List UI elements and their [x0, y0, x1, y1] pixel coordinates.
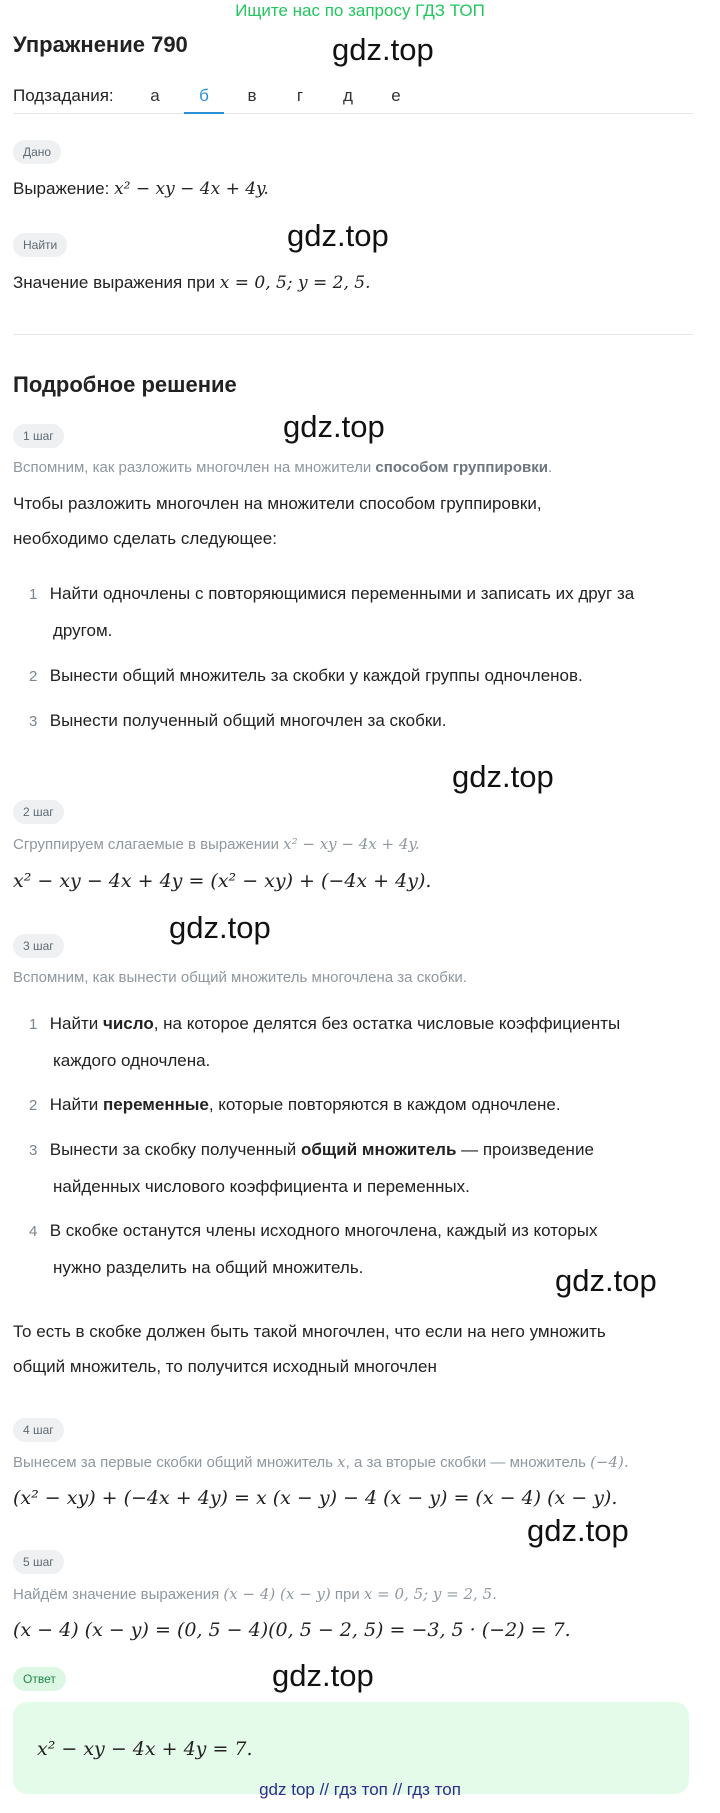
- step4-hint-x: x: [337, 1453, 346, 1471]
- find-prefix: Значение выражения при: [13, 273, 220, 292]
- step3-note2: общий множитель, то получится исходный многочлен: [13, 1357, 437, 1376]
- step1-item-num: 1: [29, 586, 38, 603]
- step3-item-bold: переменные: [102, 1095, 209, 1114]
- step4-hint-a: Вынесем за первые скобки общий множитель: [13, 1454, 338, 1471]
- step1-line1: Чтобы разложить многочлен на множители способом группировки,: [13, 494, 542, 513]
- watermark: gdz.top: [452, 759, 554, 794]
- step3-item-pre: Найти: [49, 1014, 103, 1033]
- step3-item-cont: нужно разделить на общий множитель.: [53, 1258, 364, 1277]
- step3-item-num: 3: [29, 1142, 38, 1159]
- step1-item-num: 2: [29, 668, 38, 685]
- step3-item-post: , на которое делятся без остатка числовые коэффициенты: [153, 1014, 621, 1033]
- footer-links[interactable]: gdz top // гдз топ // гдз топ: [259, 1780, 461, 1799]
- step1-hint-bold: способом группировки: [375, 459, 548, 476]
- step3-item-num: 4: [29, 1223, 38, 1240]
- watermark: gdz.top: [283, 409, 385, 444]
- step5-hint-vals: x = 0, 5; y = 2, 5.: [363, 1585, 497, 1603]
- step4-hint: [13, 1452, 629, 1473]
- step4-hint-b: , а за вторые скобки — множитель: [345, 1454, 591, 1471]
- step3-item-num: 2: [29, 1097, 38, 1114]
- step1-hint-suffix: .: [547, 459, 553, 476]
- tab-e[interactable]: е: [391, 86, 401, 105]
- step1-item: [29, 576, 699, 649]
- watermark: gdz.top: [527, 1513, 629, 1548]
- step3-item-post: , которые повторяются в каждом одночлене.: [208, 1095, 561, 1114]
- divider: [13, 334, 693, 335]
- step1-hint-text: Вспомним, как разложить многочлен на множители: [13, 459, 376, 476]
- given-badge: Дано: [13, 140, 61, 164]
- given-expression: x² − xy − 4x + 4y.: [114, 179, 269, 199]
- step3-item: [29, 1006, 699, 1079]
- tab-b[interactable]: б: [184, 86, 224, 114]
- given-text: [13, 178, 269, 200]
- step1-item: [29, 703, 699, 740]
- step1-line2: необходимо сделать следующее:: [13, 529, 277, 548]
- answer-formula: x² − xy − 4x + 4y = 7.: [37, 1738, 253, 1760]
- step2-formula: x² − xy − 4x + 4y = (x² − xy) + (−4x + 4y).: [13, 870, 432, 892]
- step1-item-text: Вынести полученный общий многочлен за скобки.: [49, 711, 447, 730]
- step1-item-num: 3: [29, 713, 38, 730]
- step3-item-pre: Вынести за скобку полученный: [49, 1140, 302, 1159]
- step3-hint: Вспомним, как вынести общий множитель многочлена за скобки.: [13, 969, 467, 986]
- step5-hint-b: при: [330, 1586, 364, 1603]
- step4-formula: (x² − xy) + (−4x + 4y) = x (x − y) − 4 (x − y) = (x − 4) (x − y).: [13, 1487, 618, 1509]
- given-prefix: Выражение:: [13, 179, 115, 198]
- step3-item-bold: число: [102, 1014, 154, 1033]
- step1-hint: [13, 458, 552, 478]
- find-values: x = 0, 5; y = 2, 5.: [219, 273, 371, 293]
- step4-badge: 4 шаг: [13, 1418, 64, 1442]
- step3-item-post: — произведение: [456, 1140, 594, 1159]
- tab-a[interactable]: а: [150, 86, 160, 105]
- step3-item-num: 1: [29, 1016, 38, 1033]
- step5-formula: (x − 4) (x − y) = (0, 5 − 4)(0, 5 − 2, 5) = −3, 5 · (−2) = 7.: [13, 1619, 571, 1641]
- step5-badge: 5 шаг: [13, 1550, 64, 1574]
- watermark: gdz.top: [287, 218, 389, 253]
- step3-note1: То есть в скобке должен быть такой многочлен, что если на него умножить: [13, 1322, 606, 1341]
- watermark: gdz.top: [169, 910, 271, 945]
- watermark: gdz.top: [555, 1263, 657, 1298]
- tab-g[interactable]: г: [296, 86, 304, 105]
- find-text: [13, 272, 371, 294]
- tab-d[interactable]: д: [343, 86, 353, 105]
- step5-hint-a: Найдём значение выражения: [13, 1586, 224, 1603]
- step2-hint-expr: x² − xy − 4x + 4y.: [283, 835, 420, 853]
- find-badge: Найти: [13, 233, 67, 257]
- step3-item-bold: общий множитель: [301, 1140, 457, 1159]
- page-title: Упражнение 790: [13, 32, 188, 57]
- watermark: gdz.top: [332, 32, 434, 67]
- step2-badge: 2 шаг: [13, 800, 64, 824]
- step5-hint-expr: (x − 4) (x − y): [223, 1585, 331, 1603]
- tab-v[interactable]: в: [247, 86, 257, 105]
- step2-hint-text: Сгруппируем слагаемые в выражении: [13, 836, 284, 853]
- step3-item: [29, 1087, 699, 1124]
- step3-badge: 3 шаг: [13, 934, 64, 958]
- step5-hint: [13, 1584, 497, 1605]
- watermark: gdz.top: [272, 1658, 374, 1693]
- step4-hint-c: (−4).: [590, 1453, 629, 1471]
- subtasks-row: [13, 82, 693, 114]
- step1-item-text: Найти одночлены с повторяющимися переменными и записать их друг за: [49, 584, 635, 603]
- step3-item-pre: В скобке останутся члены исходного многочлена, каждый из которых: [49, 1221, 598, 1240]
- step3-item-cont: каждого одночлена.: [53, 1051, 211, 1070]
- step1-item-cont: другом.: [53, 621, 113, 640]
- solution-title: Подробное решение: [13, 372, 237, 397]
- step3-item-cont: найденных числового коэффициента и переменных.: [53, 1177, 470, 1196]
- step3-item: [29, 1132, 699, 1205]
- step3-item-pre: Найти: [49, 1095, 103, 1114]
- step1-item: [29, 658, 699, 695]
- promo-banner: Ищите нас по запросу ГДЗ ТОП: [235, 1, 485, 20]
- subtasks-label: Подзадания:: [13, 86, 114, 105]
- answer-badge: Ответ: [13, 1667, 66, 1691]
- step2-hint: [13, 834, 420, 855]
- step1-badge: 1 шаг: [13, 424, 64, 448]
- step1-item-text: Вынести общий множитель за скобки у каждой группы одночленов.: [49, 666, 583, 685]
